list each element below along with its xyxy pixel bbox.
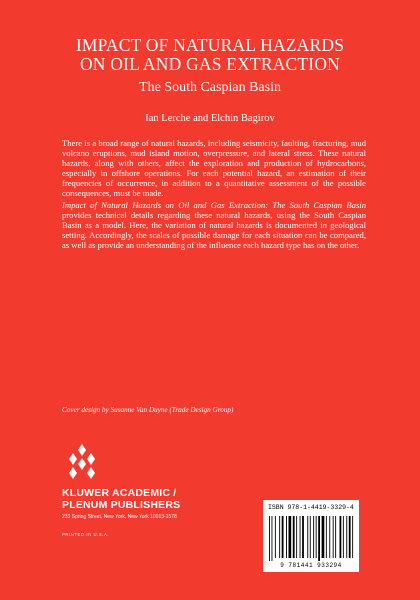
barcode-bar xyxy=(333,516,334,558)
barcode-bar xyxy=(349,516,351,558)
blurb-paragraph-2-text: provides technical details regarding these natural hazards, using the South Caspian Basin as a model. Here, the variation of natural hazards is documented in geological setting. Accordingly, the scales of possible damage for each situation can be compared, as well as provide an understanding of the influence each hazard type has on the other. xyxy=(62,210,366,251)
barcode-bar xyxy=(286,516,287,558)
publisher-address: 233 Spring Street, New York, New York 10013-1578 xyxy=(62,514,177,520)
title xyxy=(0,36,420,74)
authors: Ian Lerche and Elchin Bagirov xyxy=(145,113,275,124)
barcode-bar xyxy=(275,516,276,558)
publisher-name-line-1: KLUWER ACADEMIC / xyxy=(62,487,177,499)
cover-design-credit: Cover design by Susanne Van Duyne (Trade Design Group) xyxy=(62,406,234,414)
publisher-name-line-2: PLENUM PUBLISHERS xyxy=(62,499,181,511)
barcode-bar xyxy=(316,516,317,558)
isbn-text: ISBN 978-1-4419-3329-4 xyxy=(268,504,354,511)
publisher-logo-icon xyxy=(62,442,102,482)
barcode-box xyxy=(263,500,359,572)
title-line-2: ON OIL AND GAS EXTRACTION xyxy=(79,54,341,74)
barcode-bar xyxy=(307,516,308,558)
barcode-bar xyxy=(310,516,311,558)
barcode-bar xyxy=(322,516,325,558)
barcode-bar xyxy=(313,516,314,558)
barcode-bar xyxy=(352,516,353,558)
blurb-paragraph-2 xyxy=(62,201,366,251)
barcode-bar xyxy=(343,516,344,558)
barcode-bar xyxy=(272,516,273,561)
barcode-bar xyxy=(326,516,327,558)
barcode-bar xyxy=(279,516,280,558)
barcode-bar xyxy=(335,516,336,558)
barcode-bar xyxy=(346,516,347,558)
barcode-bar xyxy=(282,516,284,558)
blurb xyxy=(62,139,366,254)
blurb-paragraph-1: There is a broad range of natural hazards, including seismicity, faulting, fracturing, mud volcano eruptions, mud island motion, overpressure, and lateral stress. These natural hazards, along with others, affect the exploration and production of hydrocarbons, especially in offshore operations. For each potential hazard, an estimation of their frequencies of occurrence, in addition to a quantitative assessment of the possible consequences, must be made. xyxy=(62,138,366,198)
publisher-name xyxy=(62,487,180,511)
printed-in: PRINTED IN U.S.A. xyxy=(62,532,110,537)
barcode-bar xyxy=(329,516,330,558)
book-title-italic: Impact of Natural Hazards on Oil and Gas Extraction: The South Caspian Basin xyxy=(62,200,366,211)
barcode-bar xyxy=(289,516,292,558)
barcode-icon xyxy=(267,516,355,561)
barcode-bar xyxy=(293,516,295,558)
barcode-bar xyxy=(296,516,297,558)
barcode-bar xyxy=(318,516,320,561)
barcode-bar xyxy=(300,516,301,558)
barcode-bar xyxy=(269,516,270,561)
barcode-bar xyxy=(302,516,304,558)
subtitle: The South Caspian Basin xyxy=(139,80,281,95)
barcode-digits: 9 781441 933294 xyxy=(280,562,342,569)
barcode-bar xyxy=(340,516,342,558)
title-line-1: IMPACT OF NATURAL HAZARDS xyxy=(75,35,345,55)
